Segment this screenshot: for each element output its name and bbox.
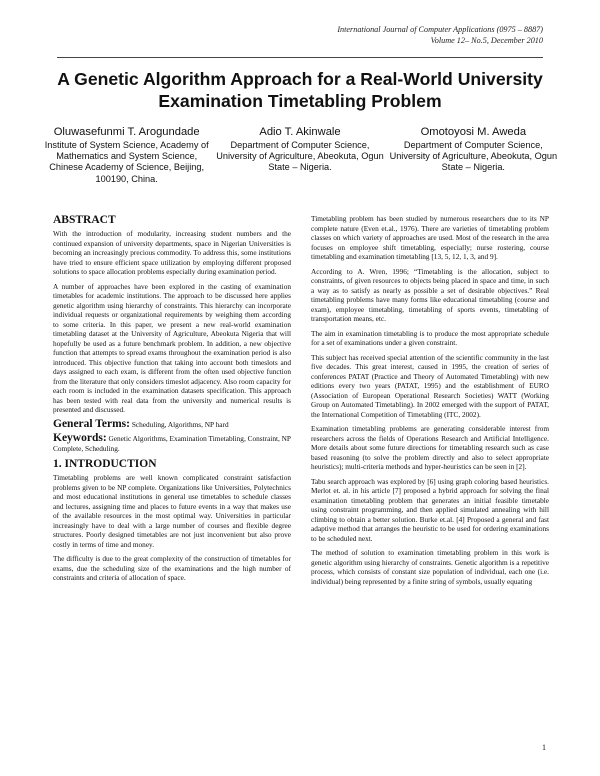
author-2 [213,125,386,185]
author-block [40,125,560,185]
body-paragraph: According to A. Wren, 1996; “Timetabling is the allocation, subject to constraints, of given resources to objects being placed in space and time, in such a way as to satisfy as nearly as possible a set of desirable objectives.” Real timetabling problems have many forms like educational timetabling (course and exam), employee timetabling, timetabling of sports events, timetabling of transportation means, etc. [311,266,549,323]
journal-header [337,24,543,46]
general-terms [53,417,291,430]
right-column [311,214,549,591]
introduction-heading: 1. INTRODUCTION [53,458,157,470]
paper-title: A Genetic Algorithm Approach for a Real-World University Examination Timetabling Problem [57,69,543,111]
journal-name: International Journal of Computer Applications (0975 – 8887) [337,25,543,34]
body-paragraph: This subject has received special attention of the scientific community in the last five decades. This great interest, caused in 1995, the creation of series of conferences PATAT (Practice and Theory of Automated Timetabling) with new editions every two years (PATAT, 1995) and the establishment of EURO (Association of European Operational Research Societies) WATT (Working Group on Automated Timetabling). In 2002 emerged with the support of PATAT, the International Competition of Timetabling (ITC, 2002). [311,352,549,419]
body-paragraph: Examination timetabling problems are generating considerable interest from researchers across the fields of Operations Research and Artificial Intelligence. More details about some future directions for timetabling research such as case based reasoning (to solve the problem directly and also to select appropriate heuristics); multi-criteria methods and hyper-heuristics can be seen in [2]. [311,424,549,471]
keywords-text: Genetic Algorithms, Examination Timetabling, Constraint, NP Complete, Scheduling. [53,434,291,453]
author-name: Oluwasefunmi T. Arogundade [53,126,200,138]
author-3 [387,125,560,185]
author-name: Omotoyosi M. Aweda [420,126,527,138]
abstract-paragraph: A number of approaches have been explored in the casting of examination timetables for academic institutions. The approach to be discussed here applies genetic algorithm using hierarchy of constraints. This hierarchy can incorporate individual requests or organizational requirements by weighing them according to some criteria. In this paper, we present a new real-world examination timetabling dataset at the University of Agriculture, Abeokuta Nigeria that will hopefully be used as a future benchmark problem. In addition, a new objective function that attempts to spread exams throughout the examination period is also introduced. This objective function that taking into account both timeslots and days assigned to each exam, is different from the often used objective function from the literature that only considers timeslot adjacency. Also room capacity for each room is included in the examination datasets specification. This approach has been tested with real data from the university and numerical results is presented and discussed. [53,281,291,414]
body-paragraph: Timetabling problem has been studied by numerous researchers due to its NP complete nature (Even et.al., 1976). There are varieties of timetabling problem classes on which variety of approaches are used. Most of the research in the area focuses on employee shift timetabling, especially; nurse rostering, course timetabling and examination timetabling [13, 5, 12, 1, 3, and 9]. [311,214,549,261]
author-affiliation: Department of Computer Science, University of Agriculture, Abeokuta, Ogun State – Nigeria. [216,140,384,173]
keywords [53,434,291,453]
left-column [53,214,291,588]
general-terms-label: General Terms: [53,417,130,430]
abstract-paragraph: With the introduction of modularity, increasing student numbers and the continued expansion of university departments, space in Nigerian Universities is becoming an increasingly precious commodity. To address this, some institutions have tried to ensure efficient space utilization by employing different proposed solutions to space allocation problems especially during examination period. [53,229,291,276]
body-paragraph: The method of solution to examination timetabling problem in this work is genetic algorithm using hierarchy of constraints. Genetic algorithm is a repetitive process, which consists of constant size population of individual, each one (i.e. individual) being represented by a finite string of symbols, usually equating [311,548,549,586]
author-affiliation: Institute of System Science, Academy of Mathematics and System Science, Chinese Academy of Science, Beijing, 100190, China. [44,140,209,184]
abstract-heading: ABSTRACT [53,214,116,226]
page-number: 1 [542,743,546,752]
introduction-paragraph: The difficulty is due to the great complexity of the construction of timetables for exams, due the scheduling size of the examinations and the high number of constraints and criteria of allocation of space. [53,554,291,582]
body-paragraph: Tabu search approach was explored by [6] using graph coloring based heuristics. Merlot et. al. in his article [7] proposed a hybrid approach for solving the final examination timetabling problem that generates an initial feasible timetable using constraint programming, and then applied simulated annealing with hill climbing to obtain a better solution. Burke et.al. [4] Proposed a general and fast adaptive method that arranges the heuristic to be used for ordering examinations to be scheduled next. [311,476,549,543]
keywords-label: Keywords: [53,432,107,444]
author-affiliation: Department of Computer Science, University of Agriculture, Abeokuta, Ogun State – Nigeria. [389,140,558,173]
header-rule [57,57,543,58]
introduction-paragraph: Timetabling problems are well known complicated constraint satisfaction problems given to be NP complete. Organizations like Universities, Polytechnics and most educational institutions in general use timetables to schedule classes and lectures, assigning time and places to future events in a way that makes use of the available resources in the most optimal way. Universities in particular increasingly have to deal with a large number of courses and flexible degree structures. Poorly designed timetables are not just inconvenient but also prove costly in terms of time and money. [53,473,291,549]
body-paragraph: The aim in examination timetabling is to produce the most appropriate schedule for a set of examinations under a given constraint. [311,328,549,347]
author-1 [40,125,213,185]
journal-volume: Volume 12– No.5, December 2010 [430,36,543,45]
general-terms-text: Scheduling, Algorithms, NP hard [131,419,229,429]
author-name: Adio T. Akinwale [259,126,341,138]
